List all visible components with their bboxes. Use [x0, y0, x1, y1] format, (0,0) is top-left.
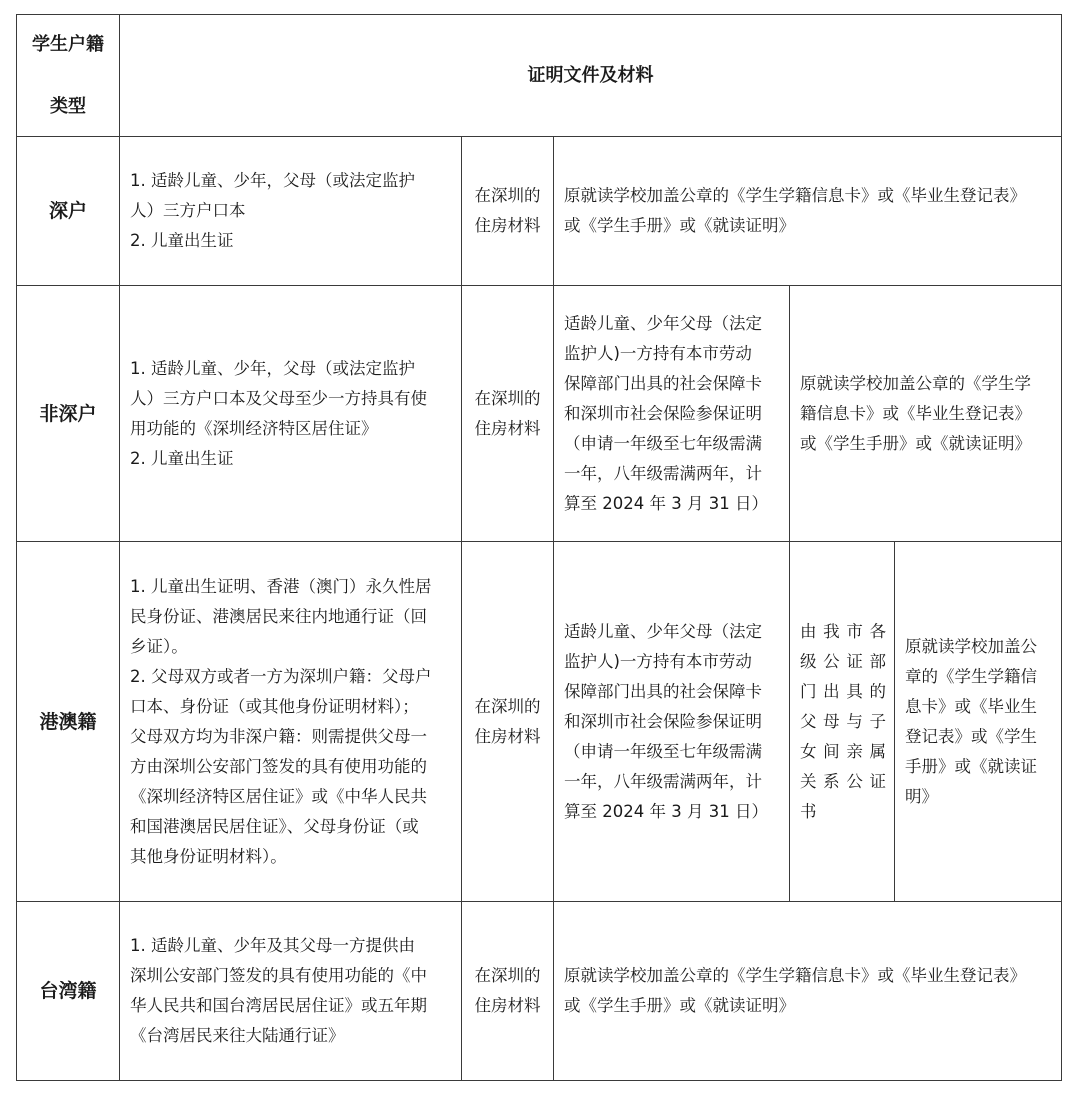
- text-line: 算至 2024 年 3 月 31 日）: [564, 493, 768, 513]
- header-type-label-line2: 类型: [50, 95, 86, 117]
- text-line: 1. 适龄儿童、少年，父母（或法定监护: [130, 358, 415, 378]
- text-line: 章的《学生学籍信: [905, 666, 1037, 686]
- text-line: 保障部门出具的社会保障卡: [564, 681, 762, 701]
- text-line: 和深圳市社会保险参保证明: [564, 711, 762, 731]
- text-line: 父母双方均为非深户籍：则需提供父母一: [130, 726, 427, 746]
- header-type-label-line1: 学生户籍: [32, 33, 104, 55]
- text-line: 用功能的《深圳经济特区居住证》: [130, 418, 378, 438]
- text-line: 住房材料: [474, 216, 541, 235]
- row-type-label: 港澳籍: [39, 710, 97, 733]
- text-line: 级公证部: [800, 651, 886, 671]
- housing-docs-cell: [462, 902, 553, 1080]
- household-docs-cell: [120, 902, 461, 1080]
- text-line: 口本、身份证（或其他身份证明材料）；: [130, 696, 419, 716]
- social-security-cell: [554, 286, 789, 541]
- text-line: 2. 儿童出生证: [130, 231, 234, 250]
- header-type-cell: [17, 15, 119, 136]
- text-line: 人）三方户口本: [130, 201, 246, 220]
- text-line: 方由深圳公安部门签发的具有使用功能的: [130, 756, 427, 776]
- housing-docs-cell: [462, 542, 553, 901]
- text-line: 女间亲属: [800, 741, 886, 761]
- household-docs-cell: [120, 137, 461, 285]
- text-line: 或《学生手册》或《就读证明》: [564, 216, 795, 235]
- text-line: 深圳公安部门签发的具有使用功能的《中: [130, 966, 427, 985]
- school-record-cell: [554, 902, 1061, 1080]
- text-line: 住房材料: [474, 418, 541, 438]
- text-line: 在深圳的: [474, 696, 541, 716]
- text-line: 华人民共和国台湾居民居住证》或五年期: [130, 996, 427, 1015]
- text-line: 父母与子: [800, 711, 886, 731]
- text-line: 算至 2024 年 3 月 31 日）: [564, 801, 768, 821]
- text-line: 适龄儿童、少年父母（法定: [564, 621, 762, 641]
- text-line: （申请一年级至七年级需满: [564, 433, 762, 453]
- text-line: 和国港澳居民居住证》、父母身份证（或: [130, 816, 419, 836]
- text-line: 关系公证: [800, 771, 886, 791]
- row-type-cell: [17, 542, 119, 901]
- text-line: 其他身份证明材料）。: [130, 846, 287, 866]
- text-line: 在深圳的: [474, 388, 541, 408]
- header-docs-cell: [120, 15, 1061, 136]
- header-docs-label: 证明文件及材料: [527, 64, 654, 86]
- text-line: 原就读学校加盖公章的《学生学: [800, 373, 1031, 393]
- text-line: 门出具的: [800, 681, 886, 701]
- notary-certificate-cell: [790, 542, 894, 901]
- text-line: 籍信息卡》或《毕业生登记表》: [800, 403, 1031, 423]
- text-line: 在深圳的: [474, 966, 541, 985]
- text-line: 2. 父母双方或者一方为深圳户籍：父母户: [130, 666, 432, 686]
- school-record-cell: [895, 542, 1061, 901]
- text-line: 2. 儿童出生证: [130, 448, 234, 468]
- text-line: 监护人)一方持有本市劳动: [564, 343, 752, 363]
- text-line: 原就读学校加盖公章的《学生学籍信息卡》或《毕业生登记表》: [564, 966, 1026, 985]
- text-line: 住房材料: [474, 726, 541, 746]
- school-record-cell: [790, 286, 1061, 541]
- text-line: 乡证）。: [130, 636, 188, 656]
- text-line: 保障部门出具的社会保障卡: [564, 373, 762, 393]
- household-docs-cell: [120, 286, 461, 541]
- row-type-label: 深户: [48, 200, 87, 222]
- row-type-cell: [17, 286, 119, 541]
- text-line: 《台湾居民来往大陆通行证》: [130, 1026, 345, 1045]
- text-line: 和深圳市社会保险参保证明: [564, 403, 762, 423]
- row-type-cell: [17, 902, 119, 1080]
- text-line: 1. 适龄儿童、少年及其父母一方提供由: [130, 936, 415, 955]
- housing-docs-cell: [462, 286, 553, 541]
- household-docs-cell: [120, 542, 461, 901]
- text-line: 监护人)一方持有本市劳动: [564, 651, 752, 671]
- text-line: 手册》或《就读证: [905, 756, 1037, 776]
- text-line: 原就读学校加盖公章的《学生学籍信息卡》或《毕业生登记表》: [564, 186, 1026, 205]
- text-line: 或《学生手册》或《就读证明》: [800, 433, 1031, 453]
- text-line: 由我市各: [800, 621, 886, 641]
- row-type-label: 台湾籍: [39, 980, 97, 1002]
- text-line: 原就读学校加盖公: [905, 636, 1037, 656]
- text-line: 民身份证、港澳居民来往内地通行证（回: [130, 606, 427, 626]
- text-line: （申请一年级至七年级需满: [564, 741, 762, 761]
- text-line: 书: [800, 801, 817, 821]
- row-type-cell: [17, 137, 119, 285]
- school-record-cell: [554, 137, 1061, 285]
- text-line: 一年，八年级需满两年，计: [564, 771, 762, 791]
- social-security-cell: [554, 542, 789, 901]
- row-type-label: 非深户: [39, 402, 97, 425]
- text-line: 明》: [905, 786, 938, 806]
- text-line: 或《学生手册》或《就读证明》: [564, 996, 795, 1015]
- housing-docs-cell: [462, 137, 553, 285]
- text-line: 人）三方户口本及父母至少一方持具有使: [130, 388, 427, 408]
- text-line: 1. 适龄儿童、少年，父母（或法定监护: [130, 171, 415, 190]
- table-border-bottom: [16, 1080, 1062, 1081]
- text-line: 《深圳经济特区居住证》或《中华人民共: [130, 786, 427, 806]
- text-line: 适龄儿童、少年父母（法定: [564, 313, 762, 333]
- text-line: 在深圳的: [474, 186, 541, 205]
- text-line: 住房材料: [474, 996, 541, 1015]
- text-line: 息卡》或《毕业生: [905, 696, 1037, 716]
- text-line: 1. 儿童出生证明、香港（澳门）永久性居: [130, 576, 432, 596]
- text-line: 登记表》或《学生: [905, 726, 1037, 746]
- text-line: 一年，八年级需满两年，计: [564, 463, 762, 483]
- table-border-right: [1061, 14, 1062, 1081]
